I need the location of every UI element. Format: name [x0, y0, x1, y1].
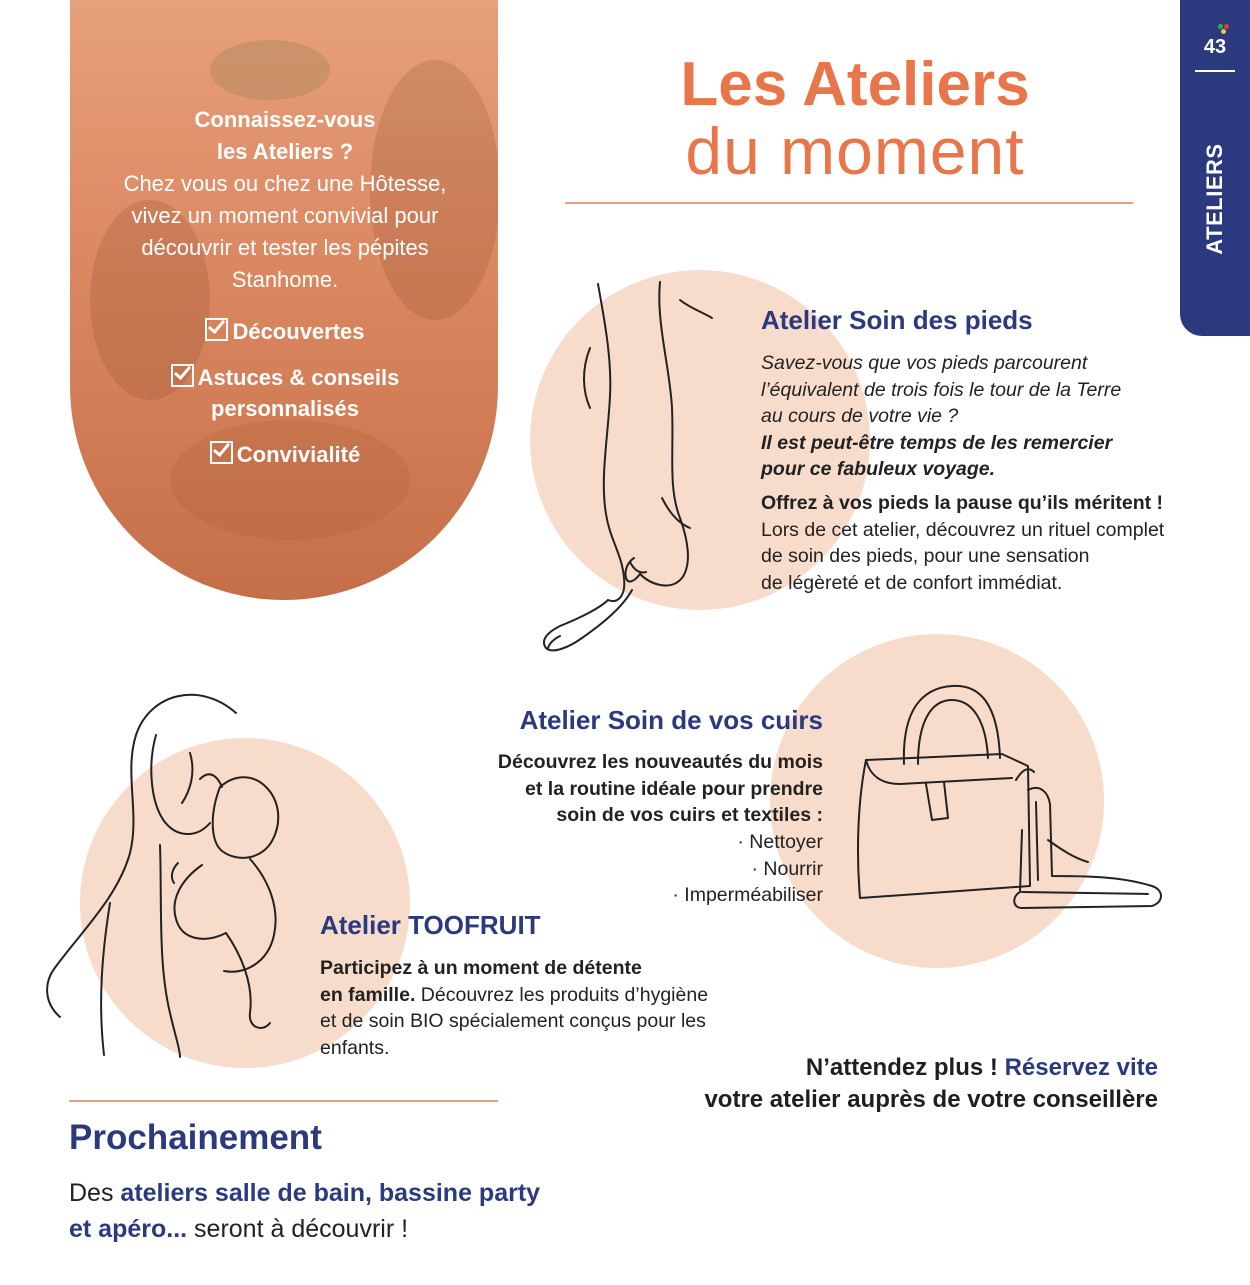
page-title-line1: Les Ateliers — [680, 50, 1030, 119]
text-line: pour ce fabuleux voyage. — [761, 458, 996, 480]
bullet-item: · Imperméabiliser — [672, 884, 823, 906]
tab-dot-red — [1224, 24, 1229, 29]
intro-body — [80, 168, 490, 296]
atelier-pieds-title: Atelier Soin des pieds — [761, 305, 1033, 335]
text-line: Lors de cet atelier, découvrez un rituel complet — [761, 518, 1165, 541]
reservation-cta — [610, 1052, 1158, 1116]
text-line: Découvrez les nouveautés du mois — [497, 751, 823, 773]
check-item-decouvertes — [80, 316, 490, 347]
text-line — [69, 1175, 629, 1211]
checkbox-icon — [171, 364, 194, 387]
intro-photo-panel — [70, 0, 498, 600]
atelier-toofruit-body — [320, 955, 760, 1061]
text-line: Savez-vous que vos pieds parcourent — [761, 352, 1088, 374]
text-span: seront à découvrir ! — [194, 1215, 409, 1243]
text-line: de légèreté et de confort immédiat. — [761, 571, 1063, 594]
cta-line1 — [610, 1052, 1158, 1084]
highlight-span: et apéro... — [69, 1215, 188, 1243]
bullet-item: · Nourrir — [751, 857, 823, 880]
text-line — [69, 1211, 629, 1247]
intro-body-line: Stanhome. — [231, 267, 339, 292]
text-line — [320, 982, 760, 1009]
intro-heading-line2: les Ateliers ? — [216, 139, 354, 164]
text-line: enfants. — [320, 1036, 390, 1059]
page-title-line2: du moment — [685, 114, 1025, 188]
highlight-span: ateliers salle de bain, bassine party — [120, 1179, 541, 1207]
prochainement-title: Prochainement — [69, 1118, 322, 1157]
leather-bag-boot-illustration — [852, 680, 1170, 916]
check-item-convivialite — [80, 439, 490, 470]
mother-child-illustration — [40, 683, 302, 1058]
bullet-item: · Nettoyer — [737, 831, 823, 853]
text-line: et de soin BIO spécialement conçus pour les — [320, 1010, 706, 1032]
tab-divider — [1195, 70, 1235, 72]
page-number: 43 — [1203, 36, 1227, 58]
text-line: soin de vos cuirs et textiles : — [556, 804, 823, 826]
intro-heading-line1: Connaissez-vous — [194, 107, 376, 132]
text-span: Des — [69, 1179, 114, 1207]
atelier-toofruit-title: Atelier TOOFRUIT — [320, 910, 541, 940]
text-bold-span: en famille. — [320, 983, 416, 1006]
intro-body-line: vivez un moment convivial pour — [131, 203, 439, 228]
text-line: et la routine idéale pour prendre — [525, 777, 823, 800]
text-line: au cours de votre vie ? — [761, 405, 959, 427]
cta-line2: votre atelier auprès de votre conseillère — [704, 1086, 1158, 1113]
atelier-cuirs-intro — [420, 749, 823, 829]
text-span: Découvrez les produits d’hygiène — [415, 983, 709, 1006]
text-line: l’équivalent de trois fois le tour de la Terre — [761, 378, 1122, 401]
text-line: de soin des pieds, pour une sensation — [761, 545, 1090, 567]
atelier-cuirs-bullets — [420, 829, 823, 909]
tab-dot-yellow — [1221, 29, 1226, 34]
cta-part1: N’attendez plus ! — [805, 1054, 998, 1081]
check-item-astuces — [80, 362, 490, 424]
intro-body-line: Chez vous ou chez une Hôtesse, — [123, 171, 447, 196]
cta-part2: Réservez vite — [1004, 1054, 1158, 1081]
section-tab-label: ATELIERS — [1202, 143, 1227, 255]
text-line: Offrez à vos pieds la pause qu’ils méritent ! — [761, 492, 1164, 514]
intro-heading — [80, 104, 490, 168]
check-label: Convivialité — [236, 442, 361, 467]
feet-line-illustration — [530, 278, 730, 663]
check-label: Découvertes — [232, 319, 365, 344]
bottom-divider — [69, 1100, 498, 1102]
atelier-cuirs-title: Atelier Soin de vos cuirs — [519, 705, 823, 735]
atelier-pieds-intro — [761, 350, 1181, 483]
check-label: Astuces & conseils — [197, 365, 400, 390]
checkbox-icon — [205, 318, 228, 341]
text-line: Participez à un moment de détente — [320, 957, 642, 979]
intro-body-line: découvrir et tester les pépites — [141, 235, 429, 260]
prochainement-text — [69, 1175, 629, 1247]
text-line: Il est peut-être temps de les remercier — [761, 431, 1113, 454]
title-divider — [565, 202, 1133, 204]
atelier-pieds-body — [761, 490, 1181, 596]
check-label-line2: personnalisés — [211, 396, 359, 421]
checkbox-icon — [210, 441, 233, 464]
